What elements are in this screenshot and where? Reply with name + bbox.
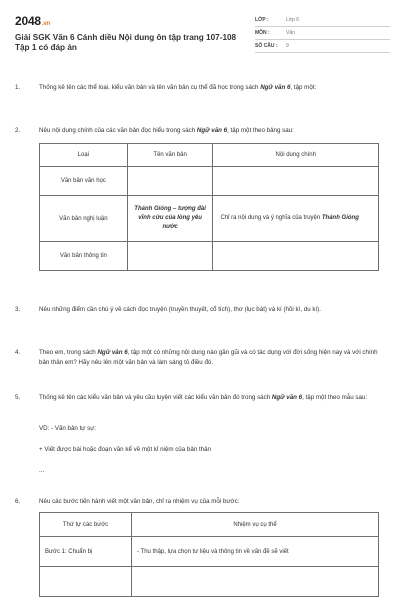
table-cell-name [127, 242, 213, 271]
table-cell-name: Thánh Gióng – tượng đài vĩnh cửu của lòng yêu nước [127, 196, 213, 242]
table-header-cell: Nhiệm vụ cụ thể [132, 513, 379, 537]
meta-key: MÔN : [255, 30, 270, 36]
meta-row-question-count [255, 40, 390, 53]
text-emphasis: Ngữ văn 6 [271, 394, 303, 401]
table-header-row [40, 513, 379, 537]
question-number: 3. [15, 306, 21, 313]
text-part: Theo em, trong sách [39, 349, 98, 356]
site-logo[interactable] [15, 14, 50, 28]
text-part: , tập một có những nội dung nào gần gũi và có tác dụng với đời sống hiện nay và với chính bản thân em? Hãy nêu lên một văn bản và làm sáng tỏ điều đó. [39, 349, 378, 366]
table-cell-step: Bước 1: Chuẩn bị [40, 537, 132, 567]
meta-key: LỚP : [255, 17, 269, 23]
table-header-row [40, 144, 379, 167]
table-header-cell: Thứ tự các bước [40, 513, 132, 537]
writing-steps-table [39, 512, 379, 597]
table-cell-type: Văn bản văn học [40, 167, 128, 196]
sample-line: VD: - Văn bản tự sự: [39, 425, 97, 432]
table-cell-type: Văn bản nghị luận [40, 196, 128, 242]
table-cell-task: - Thu thập, lựa chọn tư liệu và thông tin về vấn đề sẽ viết [132, 537, 379, 567]
question-number: 6. [15, 498, 21, 505]
table-header-cell: Loại [40, 144, 128, 167]
meta-value: 9 [286, 43, 289, 49]
text-part: Chỉ ra nội dung và ý nghĩa của truyện [220, 215, 322, 221]
text-emphasis: Ngữ văn 6 [196, 127, 228, 134]
question-number: 4. [15, 349, 21, 356]
text-part: , tập một theo mẫu sau: [302, 394, 368, 401]
table-row [40, 167, 379, 196]
text-part: Thống kê tên các thể loại, kiểu văn bản và tên văn bản cụ thể đã học trong sách [39, 84, 261, 91]
document-meta [255, 14, 390, 53]
question-text [39, 126, 379, 136]
table-row [40, 537, 379, 567]
question-number: 1. [15, 84, 21, 91]
text-part: , tập một theo bảng sau: [227, 127, 294, 134]
text-emphasis: Thánh Gióng [321, 215, 359, 221]
table-cell-task [132, 567, 379, 597]
table-row [40, 567, 379, 597]
logo-text: 2048 [15, 14, 41, 28]
page-title: Giải SGK Văn 6 Cánh diều Nội dung ôn tập trang 107-108 Tập 1 có đáp án [15, 33, 237, 52]
sample-line: ... [39, 467, 45, 474]
table-header-cell: Tên văn bản [127, 144, 213, 167]
meta-key: SỐ CÂU : [255, 43, 278, 49]
document-header [15, 14, 390, 58]
logo-tld: .vn [41, 21, 50, 27]
text-part: , tập một: [290, 84, 317, 91]
meta-value: Văn [286, 30, 295, 36]
meta-row-class [255, 14, 390, 27]
text-part: Nêu nội dung chính của các văn bản đọc hiểu trong sách [39, 127, 197, 134]
meta-value: Lớp 6 [286, 17, 300, 23]
question-text: Nêu các bước tiến hành viết một văn bản, chỉ ra nhiệm vụ của mỗi bước: [39, 498, 240, 505]
text-emphasis: Ngữ văn 6 [260, 84, 291, 91]
content-summary-table [39, 143, 379, 271]
meta-row-subject [255, 27, 390, 40]
table-cell-name [127, 167, 213, 196]
question-text [39, 83, 379, 93]
sample-line: + Viết được bài hoặc đoạn văn kể về một kỉ niệm của bản thân [39, 446, 211, 453]
question-number: 2. [15, 127, 21, 134]
table-cell-content [213, 242, 379, 271]
question-text [39, 348, 379, 368]
question-number: 5. [15, 394, 21, 401]
question-text [39, 393, 379, 403]
table-row [40, 196, 379, 242]
table-row [40, 242, 379, 271]
question-text: Nêu những điểm cần chú ý về cách đọc truyện (truyền thuyết, cổ tích), thơ (lục bát) và kí (hồi kí, du kí). [39, 306, 321, 313]
table-cell-type: Văn bản thông tin [40, 242, 128, 271]
text-part: Thống kê tên các kiểu văn bản và yêu cầu luyện viết các kiểu văn bản đó trong sách [39, 394, 272, 401]
table-cell-step [40, 567, 132, 597]
table-header-cell: Nội dung chính [213, 144, 379, 167]
table-cell-content [213, 196, 379, 242]
table-cell-content [213, 167, 379, 196]
text-emphasis: Ngữ văn 6 [97, 349, 128, 356]
